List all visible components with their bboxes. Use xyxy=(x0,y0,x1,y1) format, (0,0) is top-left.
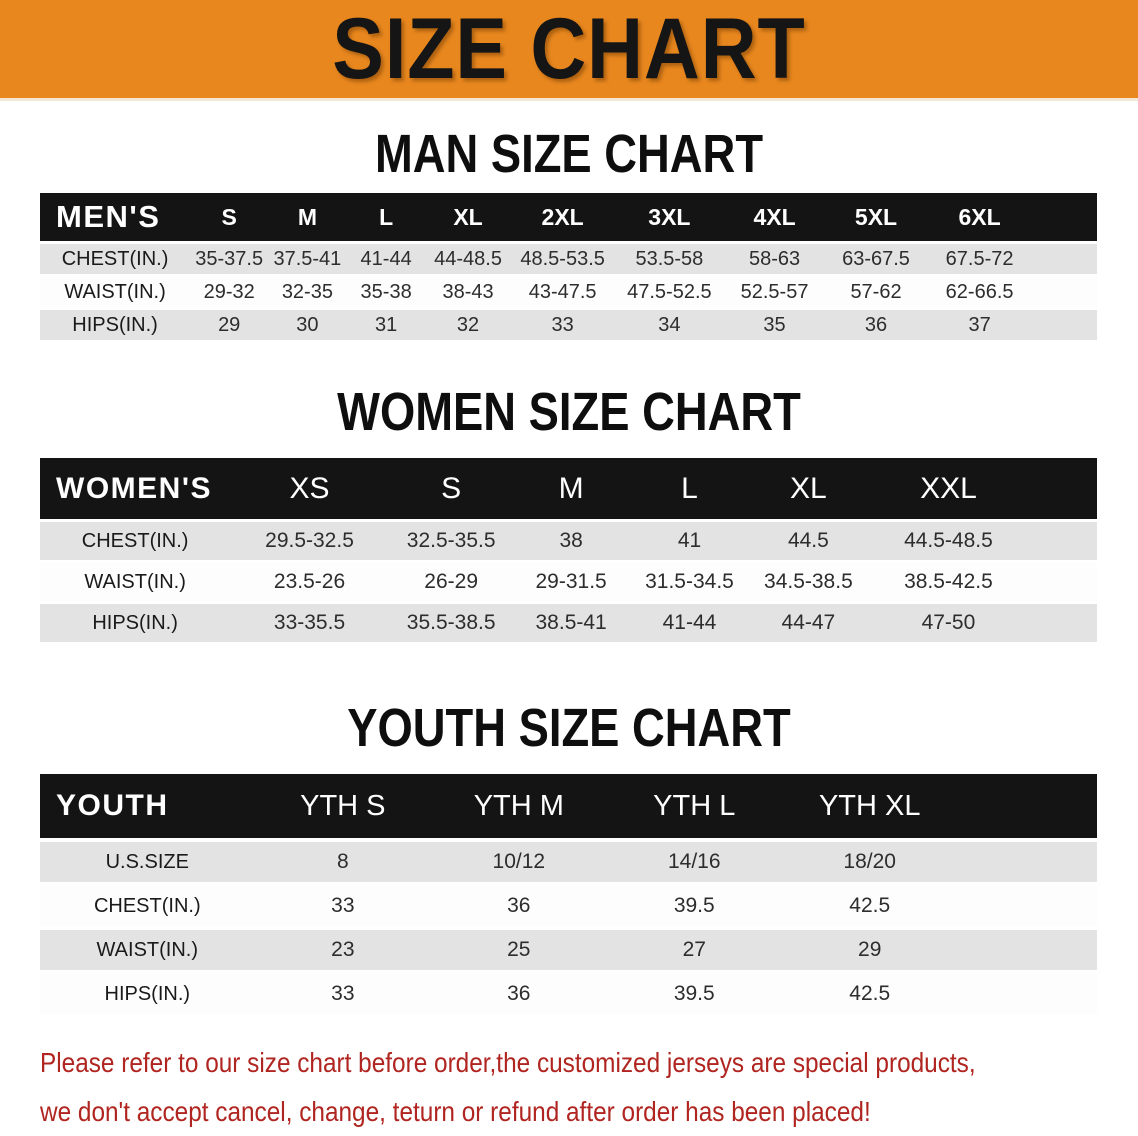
row-label: WAIST(IN.) xyxy=(96,938,199,961)
size-value-cell: 35-37.5 xyxy=(195,247,264,270)
size-value-cell: 39.5 xyxy=(673,894,715,917)
measurement-row xyxy=(40,244,1097,274)
row-label: CHEST(IN.) xyxy=(93,894,201,917)
womens-heading: WOMEN SIZE CHART xyxy=(337,382,801,442)
size-value-cell: 32 xyxy=(456,313,480,336)
disclaimer-line-2: we don't accept cancel, change, teturn or refund after order has been placed! xyxy=(40,1096,871,1127)
size-value-cell: 25 xyxy=(507,938,531,961)
size-value-cell: 47.5-52.5 xyxy=(627,280,712,303)
spacer-cell xyxy=(1032,244,1097,274)
measurement-row xyxy=(40,604,1097,642)
measurement-row xyxy=(40,522,1097,560)
spacer-cell xyxy=(957,930,1097,970)
size-value-cell: 33 xyxy=(331,894,355,917)
size-value-cell: 38.5-41 xyxy=(535,611,607,634)
spacer-cell xyxy=(1030,522,1097,560)
size-column-header: 4XL xyxy=(753,203,796,230)
size-column-header: YTH L xyxy=(653,789,736,822)
size-value-cell: 35.5-38.5 xyxy=(406,611,496,634)
size-value-cell: 38.5-42.5 xyxy=(904,570,993,593)
size-value-cell: 44-48.5 xyxy=(434,247,502,270)
size-value-cell: 39.5 xyxy=(673,982,715,1005)
size-column-header: L xyxy=(681,471,698,505)
size-column-header: S xyxy=(441,471,462,505)
size-column-header: YTH XL xyxy=(818,789,921,822)
size-value-cell: 26-29 xyxy=(424,570,479,593)
section-mens xyxy=(0,124,1138,343)
disclaimer xyxy=(40,1038,1138,1136)
size-column-header: XL xyxy=(453,203,483,230)
size-value-cell: 30 xyxy=(296,313,319,336)
size-column-header: XL xyxy=(790,471,827,505)
spacer-cell xyxy=(957,842,1097,882)
size-value-cell: 33 xyxy=(331,982,355,1005)
mens-size-table xyxy=(40,190,1097,343)
size-value-cell: 52.5-57 xyxy=(740,280,809,303)
spacer-cell xyxy=(1030,604,1097,642)
size-value-cell: 41-44 xyxy=(360,247,412,270)
size-value-cell: 23 xyxy=(331,938,355,961)
size-column-header: YTH M xyxy=(473,789,564,822)
banner xyxy=(0,0,1138,101)
size-value-cell: 44.5 xyxy=(787,529,829,552)
size-value-cell: 8 xyxy=(336,850,349,873)
disclaimer-line-1: Please refer to our size chart before order,the customized jerseys are special products, xyxy=(40,1047,976,1078)
size-value-cell: 41 xyxy=(677,529,702,552)
row-label: CHEST(IN.) xyxy=(81,529,189,552)
header-row xyxy=(40,193,1097,241)
size-value-cell: 38 xyxy=(559,529,583,552)
size-value-cell: 31.5-34.5 xyxy=(645,570,734,593)
size-value-cell: 41-44 xyxy=(662,611,717,634)
spacer-cell xyxy=(957,774,1097,838)
row-label: HIPS(IN.) xyxy=(92,611,178,634)
youth-heading: YOUTH SIZE CHART xyxy=(347,698,791,758)
size-value-cell: 18/20 xyxy=(843,850,896,873)
size-value-cell: 29-32 xyxy=(203,280,255,303)
size-value-cell: 36 xyxy=(507,894,531,917)
measurement-row xyxy=(40,886,1097,926)
header-row xyxy=(40,458,1097,519)
size-column-header: YTH S xyxy=(300,789,386,822)
header-row xyxy=(40,774,1097,838)
measurement-row xyxy=(40,842,1097,882)
size-value-cell: 10/12 xyxy=(492,850,546,873)
size-value-cell: 14/16 xyxy=(667,850,721,873)
size-value-cell: 36 xyxy=(507,982,531,1005)
youth-group-label: YOUTH xyxy=(56,789,169,822)
row-label: HIPS(IN.) xyxy=(72,313,158,336)
size-value-cell: 31 xyxy=(375,313,398,336)
size-value-cell: 33 xyxy=(551,313,574,336)
size-column-header: L xyxy=(379,203,394,230)
measurement-row xyxy=(40,930,1097,970)
youth-size-table xyxy=(40,770,1097,1018)
measurement-row xyxy=(40,563,1097,601)
womens-size-table xyxy=(40,455,1097,645)
size-column-header: 6XL xyxy=(958,203,1001,230)
size-value-cell: 63-67.5 xyxy=(842,247,910,270)
size-value-cell: 44-47 xyxy=(781,611,836,634)
spacer-cell xyxy=(957,886,1097,926)
size-value-cell: 34.5-38.5 xyxy=(764,570,853,593)
measurement-row xyxy=(40,974,1097,1014)
size-value-cell: 29.5-32.5 xyxy=(265,529,354,552)
size-column-header: XXL xyxy=(920,471,977,505)
row-label: WAIST(IN.) xyxy=(84,570,186,593)
size-value-cell: 36 xyxy=(864,313,888,336)
size-column-header: XS xyxy=(289,471,330,505)
spacer-cell xyxy=(1030,458,1097,519)
measurement-row xyxy=(40,310,1097,340)
size-value-cell: 47-50 xyxy=(921,611,976,634)
size-value-cell: 48.5-53.5 xyxy=(520,247,605,270)
mens-heading: MAN SIZE CHART xyxy=(374,124,764,184)
size-column-header: 5XL xyxy=(854,203,898,230)
size-value-cell: 32-35 xyxy=(281,280,333,303)
spacer-cell xyxy=(1032,310,1097,340)
mens-group-label: MEN'S xyxy=(56,199,161,234)
size-value-cell: 29-31.5 xyxy=(535,570,607,593)
row-label: WAIST(IN.) xyxy=(64,280,166,303)
size-value-cell: 43-47.5 xyxy=(528,280,597,303)
size-value-cell: 29 xyxy=(218,313,241,336)
size-column-header: M xyxy=(558,471,584,505)
size-value-cell: 35 xyxy=(763,313,786,336)
row-label: CHEST(IN.) xyxy=(61,247,169,270)
section-womens xyxy=(0,382,1138,645)
womens-group-label: WOMEN'S xyxy=(56,471,212,505)
size-value-cell: 35-38 xyxy=(360,280,412,303)
size-value-cell: 42.5 xyxy=(849,982,891,1005)
size-value-cell: 38-43 xyxy=(442,280,494,303)
size-column-header: M xyxy=(297,203,317,230)
size-value-cell: 34 xyxy=(658,313,681,336)
spacer-cell xyxy=(1032,277,1097,307)
size-value-cell: 62-66.5 xyxy=(945,280,1014,303)
spacer-cell xyxy=(1030,563,1097,601)
size-value-cell: 32.5-35.5 xyxy=(406,529,496,552)
size-value-cell: 42.5 xyxy=(849,894,891,917)
spacer-cell xyxy=(1032,193,1097,241)
size-value-cell: 58-63 xyxy=(748,247,801,270)
size-column-header: 2XL xyxy=(541,203,584,230)
size-value-cell: 27 xyxy=(682,938,706,961)
size-value-cell: 37.5-41 xyxy=(273,247,342,270)
size-value-cell: 53.5-58 xyxy=(635,247,704,270)
spacer-cell xyxy=(957,974,1097,1014)
size-value-cell: 67.5-72 xyxy=(945,247,1014,270)
size-value-cell: 57-62 xyxy=(850,280,902,303)
size-value-cell: 37 xyxy=(968,313,991,336)
size-column-header: S xyxy=(221,203,237,230)
size-value-cell: 29 xyxy=(858,938,882,961)
size-column-header: 3XL xyxy=(648,203,691,230)
size-value-cell: 23.5-26 xyxy=(273,570,346,593)
banner-title: SIZE CHART xyxy=(332,1,806,97)
measurement-row xyxy=(40,277,1097,307)
size-value-cell: 44.5-48.5 xyxy=(904,529,993,552)
row-label: U.S.SIZE xyxy=(105,850,189,873)
size-chart-sections xyxy=(0,124,1138,1018)
section-youth xyxy=(0,698,1138,1018)
row-label: HIPS(IN.) xyxy=(104,982,191,1005)
size-value-cell: 33-35.5 xyxy=(273,611,346,634)
